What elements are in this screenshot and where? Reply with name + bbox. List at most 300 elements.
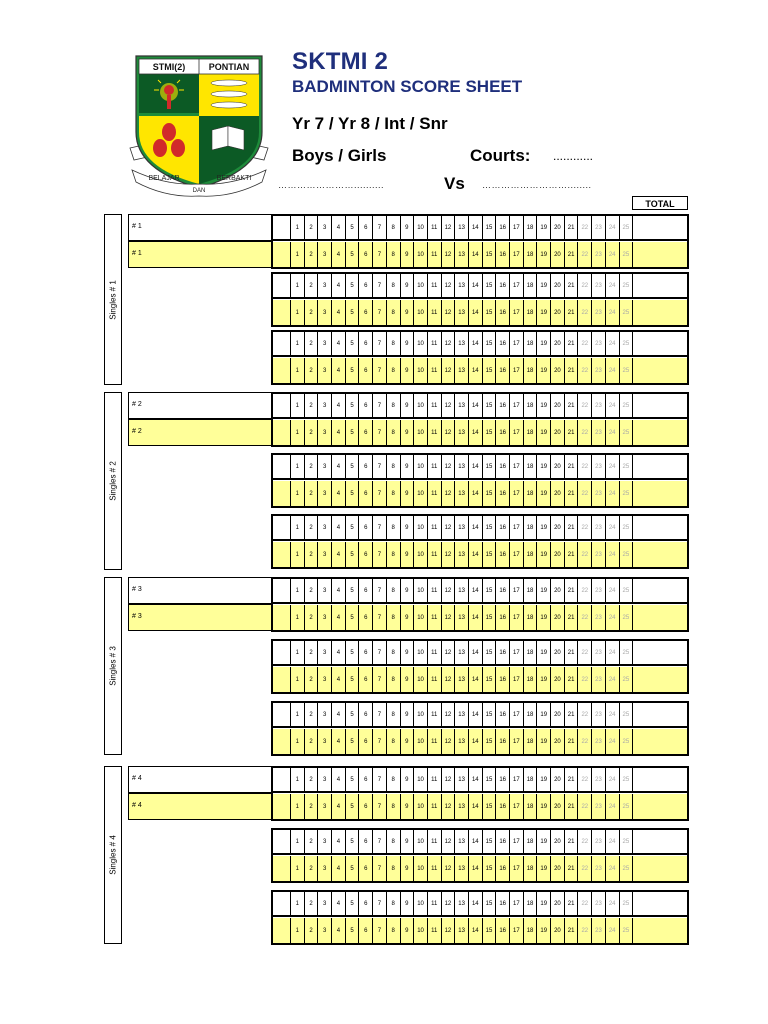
point-cell[interactable]: 8	[387, 667, 401, 692]
point-cell[interactable]: 15	[483, 667, 497, 692]
point-cell[interactable]: 17	[510, 481, 524, 506]
point-cell[interactable]: 25	[620, 856, 634, 881]
point-cell[interactable]: 3	[318, 358, 332, 383]
point-cell[interactable]: 14	[469, 242, 483, 267]
point-cell[interactable]: 4	[332, 358, 346, 383]
point-cell[interactable]: 6	[359, 481, 373, 506]
point-cell[interactable]: 23	[592, 358, 606, 383]
point-cell[interactable]: 10	[414, 768, 428, 791]
point-cell[interactable]: 22	[578, 729, 592, 754]
point-cell[interactable]: 13	[455, 481, 469, 506]
point-cell[interactable]: 25	[620, 332, 634, 355]
point-cell[interactable]: 19	[537, 358, 551, 383]
point-cell[interactable]: 24	[606, 455, 620, 478]
point-cell[interactable]: 12	[442, 918, 456, 943]
point-cell[interactable]: 4	[332, 856, 346, 881]
game-total-cell[interactable]	[633, 420, 687, 445]
point-cell[interactable]: 21	[565, 729, 579, 754]
point-cell[interactable]: 15	[483, 892, 497, 915]
point-cell[interactable]: 14	[469, 667, 483, 692]
point-cell[interactable]: 23	[592, 830, 606, 853]
point-cell[interactable]: 6	[359, 542, 373, 567]
point-cell[interactable]: 9	[401, 216, 415, 239]
game-total-cell[interactable]	[633, 542, 687, 567]
point-cell[interactable]: 10	[414, 332, 428, 355]
point-cell[interactable]: 2	[305, 892, 319, 915]
point-cell[interactable]: 14	[469, 892, 483, 915]
point-cell[interactable]: 9	[401, 394, 415, 417]
point-cell[interactable]: 15	[483, 358, 497, 383]
point-cell[interactable]: 21	[565, 542, 579, 567]
point-cell[interactable]: 18	[524, 481, 538, 506]
point-cell[interactable]: 20	[551, 358, 565, 383]
point-cell[interactable]: 19	[537, 516, 551, 539]
serve-marker-cell[interactable]	[273, 455, 291, 478]
point-cell[interactable]: 25	[620, 542, 634, 567]
point-cell[interactable]: 11	[428, 794, 442, 819]
point-cell[interactable]: 17	[510, 394, 524, 417]
point-cell[interactable]: 6	[359, 830, 373, 853]
point-cell[interactable]: 14	[469, 830, 483, 853]
game-total-cell[interactable]	[633, 641, 687, 664]
point-cell[interactable]: 18	[524, 856, 538, 881]
point-cell[interactable]: 21	[565, 300, 579, 325]
point-cell[interactable]: 2	[305, 830, 319, 853]
point-cell[interactable]: 13	[455, 703, 469, 726]
point-cell[interactable]: 5	[346, 794, 360, 819]
point-cell[interactable]: 10	[414, 358, 428, 383]
point-cell[interactable]: 12	[442, 332, 456, 355]
point-cell[interactable]: 7	[373, 481, 387, 506]
point-cell[interactable]: 24	[606, 481, 620, 506]
point-cell[interactable]: 20	[551, 300, 565, 325]
game-total-cell[interactable]	[633, 830, 687, 853]
game-total-cell[interactable]	[633, 856, 687, 881]
point-cell[interactable]: 18	[524, 420, 538, 445]
point-cell[interactable]: 17	[510, 542, 524, 567]
point-cell[interactable]: 1	[291, 358, 305, 383]
point-cell[interactable]: 19	[537, 332, 551, 355]
point-cell[interactable]: 21	[565, 830, 579, 853]
point-cell[interactable]: 12	[442, 300, 456, 325]
point-cell[interactable]: 12	[442, 579, 456, 602]
game-total-cell[interactable]	[633, 332, 687, 355]
point-cell[interactable]: 5	[346, 516, 360, 539]
serve-marker-cell[interactable]	[273, 892, 291, 915]
point-cell[interactable]: 2	[305, 918, 319, 943]
point-cell[interactable]: 8	[387, 856, 401, 881]
point-cell[interactable]: 25	[620, 481, 634, 506]
point-cell[interactable]: 11	[428, 358, 442, 383]
point-cell[interactable]: 4	[332, 274, 346, 297]
point-cell[interactable]: 5	[346, 856, 360, 881]
game-total-cell[interactable]	[633, 481, 687, 506]
point-cell[interactable]: 5	[346, 358, 360, 383]
point-cell[interactable]: 13	[455, 856, 469, 881]
point-cell[interactable]: 16	[496, 641, 510, 664]
point-cell[interactable]: 7	[373, 641, 387, 664]
point-cell[interactable]: 12	[442, 216, 456, 239]
point-cell[interactable]: 14	[469, 516, 483, 539]
point-cell[interactable]: 16	[496, 542, 510, 567]
point-cell[interactable]: 24	[606, 667, 620, 692]
point-cell[interactable]: 13	[455, 641, 469, 664]
point-cell[interactable]: 17	[510, 216, 524, 239]
point-cell[interactable]: 5	[346, 216, 360, 239]
point-cell[interactable]: 9	[401, 274, 415, 297]
point-cell[interactable]: 4	[332, 703, 346, 726]
point-cell[interactable]: 8	[387, 394, 401, 417]
point-cell[interactable]: 10	[414, 579, 428, 602]
point-cell[interactable]: 8	[387, 703, 401, 726]
point-cell[interactable]: 16	[496, 579, 510, 602]
point-cell[interactable]: 18	[524, 703, 538, 726]
point-cell[interactable]: 18	[524, 332, 538, 355]
point-cell[interactable]: 3	[318, 332, 332, 355]
point-cell[interactable]: 20	[551, 667, 565, 692]
point-cell[interactable]: 3	[318, 516, 332, 539]
point-cell[interactable]: 3	[318, 274, 332, 297]
point-cell[interactable]: 17	[510, 892, 524, 915]
point-cell[interactable]: 19	[537, 300, 551, 325]
point-cell[interactable]: 24	[606, 216, 620, 239]
point-cell[interactable]: 12	[442, 830, 456, 853]
point-cell[interactable]: 23	[592, 420, 606, 445]
point-cell[interactable]: 14	[469, 542, 483, 567]
point-cell[interactable]: 10	[414, 794, 428, 819]
point-cell[interactable]: 1	[291, 332, 305, 355]
point-cell[interactable]: 12	[442, 605, 456, 630]
point-cell[interactable]: 10	[414, 481, 428, 506]
point-cell[interactable]: 22	[578, 216, 592, 239]
point-cell[interactable]: 12	[442, 481, 456, 506]
point-cell[interactable]: 21	[565, 641, 579, 664]
point-cell[interactable]: 19	[537, 216, 551, 239]
point-cell[interactable]: 8	[387, 830, 401, 853]
point-cell[interactable]: 20	[551, 455, 565, 478]
point-cell[interactable]: 19	[537, 729, 551, 754]
point-cell[interactable]: 15	[483, 703, 497, 726]
point-cell[interactable]: 9	[401, 918, 415, 943]
point-cell[interactable]: 9	[401, 667, 415, 692]
game-total-cell[interactable]	[633, 358, 687, 383]
point-cell[interactable]: 1	[291, 455, 305, 478]
point-cell[interactable]: 22	[578, 667, 592, 692]
point-cell[interactable]: 5	[346, 420, 360, 445]
point-cell[interactable]: 6	[359, 856, 373, 881]
point-cell[interactable]: 22	[578, 579, 592, 602]
point-cell[interactable]: 21	[565, 579, 579, 602]
point-cell[interactable]: 23	[592, 242, 606, 267]
point-cell[interactable]: 25	[620, 358, 634, 383]
point-cell[interactable]: 19	[537, 420, 551, 445]
point-cell[interactable]: 14	[469, 481, 483, 506]
point-cell[interactable]: 15	[483, 794, 497, 819]
point-cell[interactable]: 8	[387, 542, 401, 567]
point-cell[interactable]: 6	[359, 394, 373, 417]
point-cell[interactable]: 14	[469, 358, 483, 383]
point-cell[interactable]: 22	[578, 768, 592, 791]
point-cell[interactable]: 1	[291, 667, 305, 692]
point-cell[interactable]: 6	[359, 892, 373, 915]
point-cell[interactable]: 7	[373, 830, 387, 853]
point-cell[interactable]: 21	[565, 420, 579, 445]
point-cell[interactable]: 3	[318, 794, 332, 819]
point-cell[interactable]: 2	[305, 579, 319, 602]
point-cell[interactable]: 7	[373, 667, 387, 692]
point-cell[interactable]: 2	[305, 794, 319, 819]
point-cell[interactable]: 17	[510, 242, 524, 267]
game-total-cell[interactable]	[633, 579, 687, 602]
point-cell[interactable]: 14	[469, 579, 483, 602]
point-cell[interactable]: 15	[483, 542, 497, 567]
game-total-cell[interactable]	[633, 703, 687, 726]
point-cell[interactable]: 19	[537, 892, 551, 915]
point-cell[interactable]: 11	[428, 216, 442, 239]
point-cell[interactable]: 20	[551, 274, 565, 297]
point-cell[interactable]: 13	[455, 794, 469, 819]
point-cell[interactable]: 4	[332, 729, 346, 754]
point-cell[interactable]: 23	[592, 667, 606, 692]
point-cell[interactable]: 11	[428, 856, 442, 881]
team-b-field[interactable]: ………………………........	[482, 180, 592, 190]
point-cell[interactable]: 1	[291, 729, 305, 754]
point-cell[interactable]: 4	[332, 892, 346, 915]
point-cell[interactable]: 16	[496, 274, 510, 297]
game-total-cell[interactable]	[633, 605, 687, 630]
point-cell[interactable]: 24	[606, 641, 620, 664]
point-cell[interactable]: 5	[346, 332, 360, 355]
point-cell[interactable]: 22	[578, 605, 592, 630]
point-cell[interactable]: 8	[387, 242, 401, 267]
point-cell[interactable]: 2	[305, 703, 319, 726]
point-cell[interactable]: 25	[620, 892, 634, 915]
point-cell[interactable]: 25	[620, 794, 634, 819]
point-cell[interactable]: 13	[455, 729, 469, 754]
point-cell[interactable]: 7	[373, 729, 387, 754]
player-a-name-field[interactable]: # 2	[128, 392, 273, 419]
point-cell[interactable]: 14	[469, 768, 483, 791]
point-cell[interactable]: 3	[318, 605, 332, 630]
point-cell[interactable]: 4	[332, 394, 346, 417]
serve-marker-cell[interactable]	[273, 703, 291, 726]
point-cell[interactable]: 3	[318, 667, 332, 692]
point-cell[interactable]: 4	[332, 768, 346, 791]
point-cell[interactable]: 13	[455, 667, 469, 692]
point-cell[interactable]: 12	[442, 516, 456, 539]
point-cell[interactable]: 5	[346, 892, 360, 915]
point-cell[interactable]: 18	[524, 918, 538, 943]
point-cell[interactable]: 10	[414, 729, 428, 754]
point-cell[interactable]: 6	[359, 274, 373, 297]
point-cell[interactable]: 14	[469, 274, 483, 297]
point-cell[interactable]: 21	[565, 216, 579, 239]
point-cell[interactable]: 8	[387, 300, 401, 325]
game-total-cell[interactable]	[633, 768, 687, 791]
point-cell[interactable]: 23	[592, 856, 606, 881]
point-cell[interactable]: 20	[551, 830, 565, 853]
point-cell[interactable]: 15	[483, 420, 497, 445]
point-cell[interactable]: 24	[606, 794, 620, 819]
point-cell[interactable]: 2	[305, 542, 319, 567]
point-cell[interactable]: 17	[510, 420, 524, 445]
point-cell[interactable]: 10	[414, 420, 428, 445]
point-cell[interactable]: 1	[291, 242, 305, 267]
point-cell[interactable]: 21	[565, 274, 579, 297]
point-cell[interactable]: 5	[346, 394, 360, 417]
player-b-name-field[interactable]: # 4	[128, 793, 273, 820]
point-cell[interactable]: 13	[455, 516, 469, 539]
serve-marker-cell[interactable]	[273, 641, 291, 664]
serve-marker-cell[interactable]	[273, 768, 291, 791]
point-cell[interactable]: 23	[592, 768, 606, 791]
point-cell[interactable]: 19	[537, 667, 551, 692]
serve-marker-cell[interactable]	[273, 216, 291, 239]
point-cell[interactable]: 22	[578, 274, 592, 297]
point-cell[interactable]: 12	[442, 641, 456, 664]
point-cell[interactable]: 15	[483, 242, 497, 267]
point-cell[interactable]: 18	[524, 892, 538, 915]
point-cell[interactable]: 20	[551, 641, 565, 664]
point-cell[interactable]: 15	[483, 579, 497, 602]
point-cell[interactable]: 6	[359, 605, 373, 630]
point-cell[interactable]: 24	[606, 729, 620, 754]
point-cell[interactable]: 21	[565, 794, 579, 819]
point-cell[interactable]: 8	[387, 481, 401, 506]
point-cell[interactable]: 25	[620, 641, 634, 664]
point-cell[interactable]: 11	[428, 641, 442, 664]
point-cell[interactable]: 4	[332, 420, 346, 445]
point-cell[interactable]: 20	[551, 516, 565, 539]
point-cell[interactable]: 5	[346, 542, 360, 567]
point-cell[interactable]: 14	[469, 605, 483, 630]
point-cell[interactable]: 6	[359, 667, 373, 692]
point-cell[interactable]: 1	[291, 274, 305, 297]
point-cell[interactable]: 20	[551, 605, 565, 630]
point-cell[interactable]: 24	[606, 300, 620, 325]
point-cell[interactable]: 2	[305, 641, 319, 664]
point-cell[interactable]: 11	[428, 300, 442, 325]
point-cell[interactable]: 24	[606, 703, 620, 726]
point-cell[interactable]: 3	[318, 918, 332, 943]
point-cell[interactable]: 4	[332, 481, 346, 506]
point-cell[interactable]: 6	[359, 358, 373, 383]
point-cell[interactable]: 19	[537, 641, 551, 664]
point-cell[interactable]: 22	[578, 358, 592, 383]
point-cell[interactable]: 19	[537, 274, 551, 297]
point-cell[interactable]: 3	[318, 892, 332, 915]
point-cell[interactable]: 11	[428, 768, 442, 791]
point-cell[interactable]: 19	[537, 918, 551, 943]
point-cell[interactable]: 20	[551, 242, 565, 267]
point-cell[interactable]: 22	[578, 856, 592, 881]
point-cell[interactable]: 17	[510, 794, 524, 819]
point-cell[interactable]: 14	[469, 794, 483, 819]
point-cell[interactable]: 13	[455, 274, 469, 297]
point-cell[interactable]: 6	[359, 768, 373, 791]
player-a-name-field[interactable]: # 4	[128, 766, 273, 793]
point-cell[interactable]: 9	[401, 358, 415, 383]
point-cell[interactable]: 9	[401, 856, 415, 881]
point-cell[interactable]: 6	[359, 729, 373, 754]
point-cell[interactable]: 9	[401, 703, 415, 726]
point-cell[interactable]: 22	[578, 830, 592, 853]
point-cell[interactable]: 11	[428, 242, 442, 267]
point-cell[interactable]: 10	[414, 542, 428, 567]
point-cell[interactable]: 14	[469, 332, 483, 355]
point-cell[interactable]: 11	[428, 579, 442, 602]
serve-marker-cell[interactable]	[273, 394, 291, 417]
point-cell[interactable]: 25	[620, 918, 634, 943]
point-cell[interactable]: 6	[359, 242, 373, 267]
point-cell[interactable]: 13	[455, 300, 469, 325]
point-cell[interactable]: 8	[387, 420, 401, 445]
point-cell[interactable]: 7	[373, 358, 387, 383]
point-cell[interactable]: 16	[496, 768, 510, 791]
point-cell[interactable]: 1	[291, 579, 305, 602]
point-cell[interactable]: 16	[496, 481, 510, 506]
point-cell[interactable]: 15	[483, 455, 497, 478]
point-cell[interactable]: 14	[469, 216, 483, 239]
point-cell[interactable]: 18	[524, 768, 538, 791]
point-cell[interactable]: 22	[578, 794, 592, 819]
point-cell[interactable]: 1	[291, 856, 305, 881]
serve-marker-cell[interactable]	[273, 358, 291, 383]
point-cell[interactable]: 13	[455, 605, 469, 630]
point-cell[interactable]: 7	[373, 516, 387, 539]
point-cell[interactable]: 13	[455, 216, 469, 239]
point-cell[interactable]: 17	[510, 516, 524, 539]
point-cell[interactable]: 18	[524, 830, 538, 853]
game-total-cell[interactable]	[633, 455, 687, 478]
point-cell[interactable]: 22	[578, 892, 592, 915]
point-cell[interactable]: 8	[387, 918, 401, 943]
point-cell[interactable]: 22	[578, 332, 592, 355]
point-cell[interactable]: 16	[496, 830, 510, 853]
point-cell[interactable]: 7	[373, 794, 387, 819]
point-cell[interactable]: 13	[455, 420, 469, 445]
serve-marker-cell[interactable]	[273, 918, 291, 943]
point-cell[interactable]: 4	[332, 332, 346, 355]
point-cell[interactable]: 17	[510, 856, 524, 881]
point-cell[interactable]: 3	[318, 216, 332, 239]
point-cell[interactable]: 24	[606, 830, 620, 853]
point-cell[interactable]: 7	[373, 856, 387, 881]
point-cell[interactable]: 25	[620, 420, 634, 445]
point-cell[interactable]: 9	[401, 830, 415, 853]
point-cell[interactable]: 5	[346, 768, 360, 791]
point-cell[interactable]: 24	[606, 358, 620, 383]
point-cell[interactable]: 15	[483, 830, 497, 853]
point-cell[interactable]: 11	[428, 542, 442, 567]
point-cell[interactable]: 19	[537, 768, 551, 791]
serve-marker-cell[interactable]	[273, 794, 291, 819]
point-cell[interactable]: 21	[565, 394, 579, 417]
point-cell[interactable]: 9	[401, 420, 415, 445]
point-cell[interactable]: 20	[551, 394, 565, 417]
point-cell[interactable]: 15	[483, 300, 497, 325]
point-cell[interactable]: 3	[318, 394, 332, 417]
point-cell[interactable]: 25	[620, 242, 634, 267]
point-cell[interactable]: 25	[620, 768, 634, 791]
point-cell[interactable]: 11	[428, 605, 442, 630]
point-cell[interactable]: 10	[414, 605, 428, 630]
game-total-cell[interactable]	[633, 216, 687, 239]
point-cell[interactable]: 20	[551, 542, 565, 567]
game-total-cell[interactable]	[633, 729, 687, 754]
point-cell[interactable]: 4	[332, 579, 346, 602]
point-cell[interactable]: 19	[537, 579, 551, 602]
